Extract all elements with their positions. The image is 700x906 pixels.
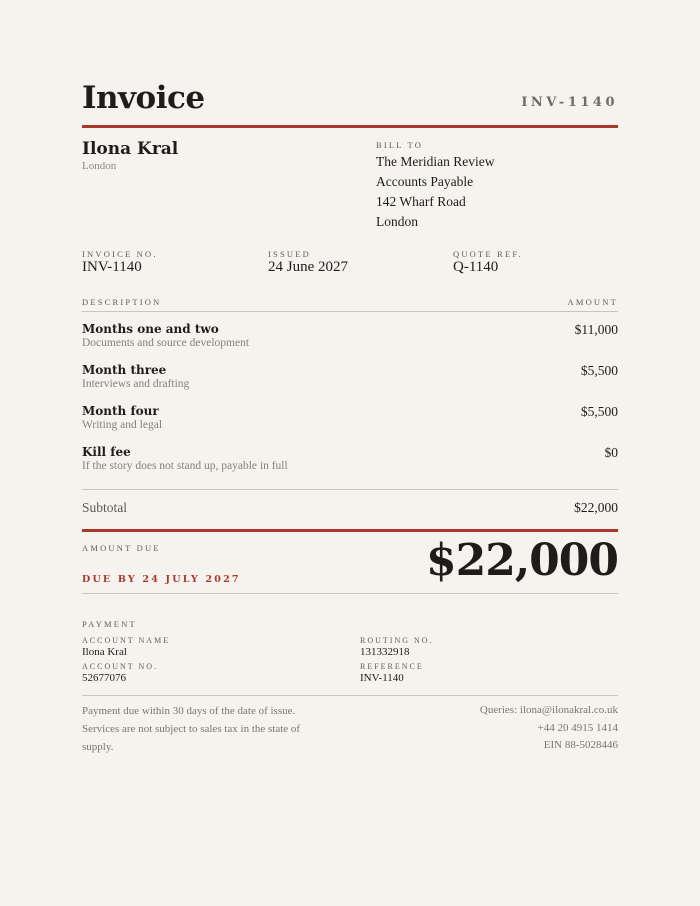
- subtotal-value: $22,000: [574, 500, 618, 515]
- line-item-name: Month three: [82, 363, 167, 377]
- invoice-title: Invoice: [82, 80, 205, 116]
- invoice-number-header: INV-1140: [521, 95, 618, 110]
- routing-label: ROUTING NO.: [360, 636, 434, 645]
- reference-value: INV-1140: [360, 672, 404, 684]
- line-item-amount: $5,500: [580, 363, 618, 378]
- line-item-detail: Interviews and drafting: [82, 378, 190, 390]
- subtotal-label: Subtotal: [82, 500, 128, 515]
- bill-to-line: The Meridian Review: [376, 154, 495, 169]
- amount-header: AMOUNT: [567, 297, 618, 307]
- amount-due-label: AMOUNT DUE: [82, 543, 161, 553]
- line-item-name: Months one and two: [82, 322, 219, 336]
- footer-divider: [82, 695, 618, 696]
- line-item-name: Month four: [82, 404, 159, 418]
- contact-phone: +44 20 4915 1414: [537, 721, 618, 734]
- amount-due-value: $22,000: [425, 535, 618, 586]
- reference-label: REFERENCE: [360, 662, 424, 671]
- quote-ref-value: Q-1140: [453, 259, 499, 275]
- bill-to-address: [376, 152, 494, 232]
- line-item: [82, 322, 618, 349]
- sender-name: Ilona Kral: [82, 139, 179, 159]
- bill-to-line: 142 Wharf Road: [376, 194, 466, 209]
- payment-heading: PAYMENT: [82, 619, 137, 629]
- header-divider: [82, 125, 618, 128]
- bill-to-line: Accounts Payable: [376, 174, 474, 189]
- line-item-name: Kill fee: [82, 445, 131, 459]
- routing-value: 131332918: [360, 646, 410, 658]
- subtotal-divider: [82, 489, 618, 490]
- issued-label: ISSUED: [268, 249, 311, 259]
- queries-email[interactable]: Queries: ilona@ilonakral.co.uk: [479, 704, 618, 716]
- bill-to-label: BILL TO: [376, 140, 424, 150]
- line-item-amount: $0: [604, 445, 618, 460]
- line-item-amount: $5,500: [580, 404, 618, 419]
- line-item: [82, 445, 618, 472]
- line-item: [82, 363, 618, 390]
- account-name-label: ACCOUNT NAME: [82, 636, 171, 645]
- line-item-amount: $11,000: [574, 322, 618, 337]
- account-no-value: 52677076: [82, 672, 126, 684]
- due-date: DUE BY 24 JULY 2027: [82, 574, 241, 585]
- line-item-detail: Documents and source development: [82, 337, 250, 349]
- account-no-label: ACCOUNT NO.: [82, 662, 159, 671]
- account-name-value: Ilona Kral: [82, 646, 127, 658]
- invoice-no-value: INV-1140: [82, 259, 142, 275]
- issued-value: 24 June 2027: [268, 259, 348, 275]
- amount-due-bottom-divider: [82, 593, 618, 594]
- payment-terms: Payment due within 30 days of the date of issue. Services are not subject to sales tax in the state of supply.: [82, 705, 301, 753]
- contact-info: [480, 702, 618, 755]
- line-item-detail: If the story does not stand up, payable in full: [82, 460, 288, 472]
- quote-ref-label: QUOTE REF.: [453, 249, 523, 259]
- line-item-detail: Writing and legal: [82, 419, 163, 431]
- table-header-divider: [82, 311, 618, 312]
- bill-to-line: London: [376, 214, 418, 229]
- amount-due-divider: [82, 529, 618, 532]
- ein-number: EIN 88-5028446: [543, 739, 618, 751]
- description-header: DESCRIPTION: [82, 297, 162, 307]
- line-item: [82, 404, 618, 431]
- sender-city: London: [82, 160, 117, 172]
- invoice-no-label: INVOICE NO.: [82, 249, 158, 259]
